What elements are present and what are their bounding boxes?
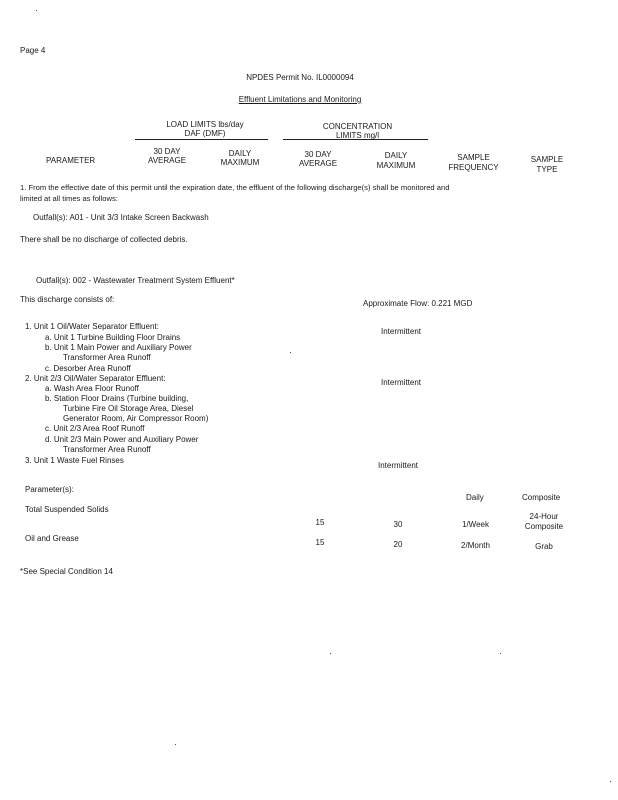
concentration-limits-heading: CONCENTRATION: [322, 122, 393, 131]
item-1c: c. Desorber Area Runoff: [45, 364, 131, 373]
item-3-flow: Intermittent: [378, 461, 419, 470]
parameters-header: Parameter(s):: [25, 485, 74, 494]
intro-line-2: limited at all times as follows:: [20, 194, 118, 203]
conc-daily-maximum-header-l2: MAXIMUM: [376, 161, 416, 170]
load-daily-maximum-header-l1: DAILY: [228, 149, 252, 158]
scan-speck: [290, 352, 291, 353]
table-row-frequency: 1/Week: [462, 520, 489, 529]
intro-line-1: 1. From the effective date of this permit until the expiration date, the effluent of the following discharge(s) shall be monitored and: [20, 183, 450, 192]
load-limits-heading: LOAD LIMITS lbs/day: [166, 120, 244, 129]
item-2b-line-3: Generator Room, Air Compressor Room): [63, 414, 209, 423]
load-30day-average-header-l1: 30 DAY: [153, 147, 181, 156]
table-row-daily-maximum: 30: [393, 520, 403, 529]
table-row-frequency: 2/Month: [461, 541, 490, 550]
scan-speck: [36, 10, 37, 11]
table-row-type-l1: 24-Hour: [529, 512, 559, 521]
table-row-type-l2: Composite: [524, 522, 564, 531]
conc-30day-average-header-l1: 30 DAY: [304, 150, 332, 159]
item-2-label: 2. Unit 2/3 Oil/Water Separator Effluent:: [25, 374, 166, 383]
item-2d-line-1: d. Unit 2/3 Main Power and Auxiliary Power: [45, 435, 199, 444]
concentration-limits-subheading: LIMITS mg/l: [335, 131, 380, 140]
sample-type-header-l1: SAMPLE: [530, 155, 564, 164]
item-1-label: 1. Unit 1 Oil/Water Separator Effluent:: [25, 322, 159, 331]
item-1b-line-2: Transformer Area Runoff: [63, 353, 151, 362]
section-title: Effluent Limitations and Monitoring: [238, 95, 362, 104]
sample-frequency-header-l1: SAMPLE: [457, 153, 490, 162]
table-row-type-l1: Grab: [535, 542, 553, 551]
conc-30day-average-header-l2: AVERAGE: [298, 159, 338, 168]
load-limits-subheading: DAF (DMF): [184, 129, 226, 138]
outfall-002-title: Outfall(s): 002 - Wastewater Treatment System Effluent*: [36, 276, 235, 285]
item-2a: a. Wash Area Floor Runoff: [45, 384, 139, 393]
item-2b-line-2: Turbine Fire Oil Storage Area, Diesel: [63, 404, 194, 413]
table-row-30day-average: 15: [315, 538, 325, 547]
page-number: Page 4: [20, 46, 46, 55]
permit-number: NPDES Permit No. IL0000094: [246, 73, 354, 82]
type-subheader: Composite: [522, 493, 561, 502]
scan-speck: [175, 744, 176, 745]
item-2d-line-2: Transformer Area Runoff: [63, 445, 151, 454]
item-3-label: 3. Unit 1 Waste Fuel Rinses: [25, 456, 124, 465]
item-1-flow: Intermittent: [381, 327, 422, 336]
table-row-30day-average: 15: [315, 518, 325, 527]
sample-frequency-header-l2: FREQUENCY: [448, 163, 499, 172]
load-30day-average-header-l2: AVERAGE: [147, 156, 187, 165]
sample-type-header-l2: TYPE: [536, 165, 558, 174]
load-daily-maximum-header-l2: MAXIMUM: [220, 158, 260, 167]
scan-speck: [330, 653, 331, 654]
parameter-column-header: PARAMETER: [46, 156, 96, 165]
table-row-daily-maximum: 20: [393, 540, 403, 549]
concentration-limits-rule: [283, 139, 428, 140]
table-row-parameter: Oil and Grease: [25, 534, 79, 543]
scan-speck: [610, 781, 611, 782]
frequency-subheader: Daily: [466, 493, 484, 502]
item-1a: a. Unit 1 Turbine Building Floor Drains: [45, 333, 181, 342]
item-2c: c. Unit 2/3 Area Roof Runoff: [45, 424, 145, 433]
outfall-a01-statement: There shall be no discharge of collected debris.: [20, 235, 188, 244]
item-2-flow: Intermittent: [381, 378, 422, 387]
item-2b-line-1: b. Station Floor Drains (Turbine building,: [45, 394, 189, 403]
scan-speck: [500, 653, 501, 654]
item-1b-line-1: b. Unit 1 Main Power and Auxiliary Power: [45, 343, 192, 352]
conc-daily-maximum-header-l1: DAILY: [384, 151, 408, 160]
table-row-parameter: Total Suspended Solids: [25, 505, 109, 514]
approximate-flow: Approximate Flow: 0.221 MGD: [363, 299, 473, 308]
outfall-a01-title: Outfall(s): A01 - Unit 3/3 Intake Screen Backwash: [33, 213, 209, 222]
footnote: *See Special Condition 14: [20, 567, 113, 576]
discharge-consists-of: This discharge consists of:: [20, 295, 115, 304]
load-limits-rule: [135, 139, 268, 140]
